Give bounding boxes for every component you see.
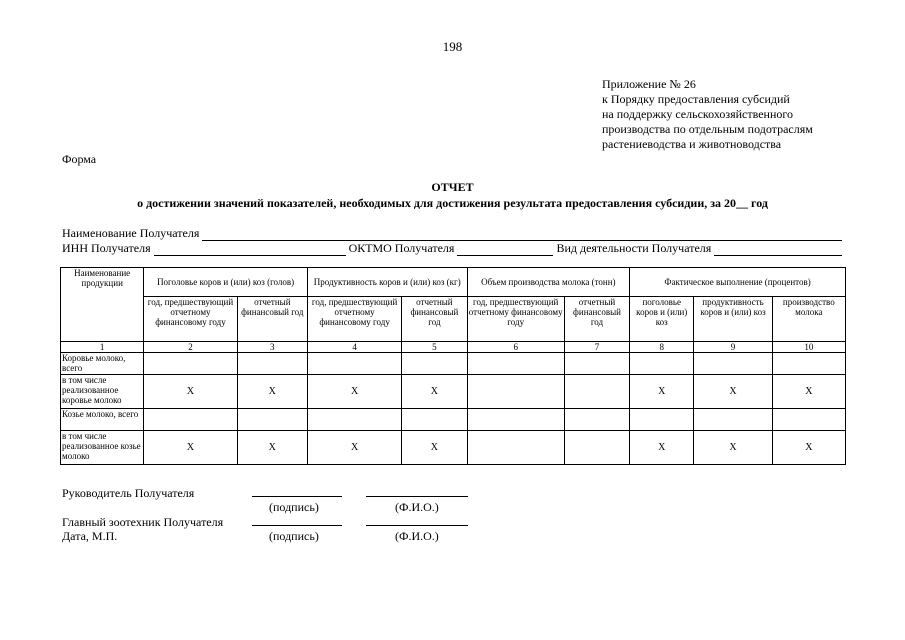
table-cell: X <box>772 375 845 409</box>
sub-milk-header: производство молока <box>772 297 845 342</box>
table-cell: X <box>237 431 307 465</box>
appendix-line: Приложение № 26 <box>602 77 696 91</box>
zootech-sign-line[interactable] <box>252 525 342 526</box>
signature-block <box>62 486 522 556</box>
sub-report-year-header: отчетный финансовый год <box>402 297 467 342</box>
form-label: Форма <box>62 152 97 166</box>
report-subtitle: о достижении значений показателей, необходимых для достижения результата предоставления субсидии, за 20__ год <box>137 196 768 210</box>
column-number: 3 <box>237 342 307 353</box>
head-fio-line[interactable] <box>366 496 468 497</box>
column-number: 9 <box>694 342 772 353</box>
sub-report-year-header: отчетный финансовый год <box>564 297 629 342</box>
table-cell: X <box>772 431 845 465</box>
table-cell[interactable] <box>630 353 694 375</box>
table-row <box>61 353 846 375</box>
row-label: в том числе реализованное коровье молоко <box>61 375 144 409</box>
column-number-row <box>61 342 846 353</box>
column-number: 6 <box>467 342 564 353</box>
recipient-name-row <box>62 226 842 241</box>
table-cell: X <box>694 375 772 409</box>
page-number: 198 <box>442 39 463 54</box>
column-number: 10 <box>772 342 845 353</box>
table-cell: X <box>402 431 467 465</box>
appendix-line: производства по отдельным подотраслям <box>602 122 813 136</box>
oktmo-field[interactable] <box>457 244 553 256</box>
table-cell[interactable] <box>467 431 564 465</box>
table-cell[interactable] <box>467 353 564 375</box>
column-number: 8 <box>630 342 694 353</box>
sign-hint: (подпись) <box>269 529 319 543</box>
fio-hint: (Ф.И.О.) <box>395 529 439 543</box>
sub-prev-year-header: год, предшествующий отчетному финансовому году <box>467 297 564 342</box>
table-cell[interactable] <box>144 409 237 431</box>
table-subheader-row <box>61 297 846 342</box>
recipient-name-field[interactable] <box>202 229 842 241</box>
zootech-fio-line[interactable] <box>366 525 468 526</box>
table-cell[interactable] <box>144 353 237 375</box>
table-cell[interactable] <box>564 409 629 431</box>
table-cell[interactable] <box>307 409 401 431</box>
table-cell: X <box>694 431 772 465</box>
sub-report-year-header: отчетный финансовый год <box>237 297 307 342</box>
table-cell[interactable] <box>237 353 307 375</box>
activity-label: Вид деятельности Получателя <box>556 241 712 255</box>
table-cell: X <box>144 431 237 465</box>
oktmo-label: ОКТМО Получателя <box>348 241 455 255</box>
table-cell[interactable] <box>694 409 772 431</box>
appendix-line: на поддержку сельскохозяйственного <box>602 107 794 121</box>
table-cell[interactable] <box>694 353 772 375</box>
table-cell: X <box>630 375 694 409</box>
table-cell[interactable] <box>564 353 629 375</box>
table-cell[interactable] <box>307 353 401 375</box>
table-cell[interactable] <box>467 409 564 431</box>
column-number: 4 <box>307 342 401 353</box>
group-productivity-header: Продуктивность коров и (или) коз (кг) <box>307 268 467 297</box>
table-cell[interactable] <box>772 409 845 431</box>
column-number: 7 <box>564 342 629 353</box>
inn-oktmo-row <box>62 241 842 256</box>
sub-livestock-header: поголовье коров и (или) коз <box>630 297 694 342</box>
table-cell[interactable] <box>564 431 629 465</box>
inn-field[interactable] <box>154 244 346 256</box>
recipient-name-label: Наименование Получателя <box>62 226 200 240</box>
table-cell[interactable] <box>467 375 564 409</box>
activity-field[interactable] <box>714 244 842 256</box>
appendix-line: растениеводства и животноводства <box>602 137 782 151</box>
column-number: 1 <box>61 342 144 353</box>
table-row <box>61 409 846 431</box>
table-cell[interactable] <box>772 353 845 375</box>
sub-productivity-header: продуктивность коров и (или) коз <box>694 297 772 342</box>
date-label: Дата, М.П. <box>62 529 118 543</box>
group-livestock-header: Поголовье коров и (или) коз (голов) <box>144 268 308 297</box>
inn-label: ИНН Получателя <box>62 241 151 255</box>
table-cell[interactable] <box>402 353 467 375</box>
group-volume-header: Объем производства молока (тонн) <box>467 268 630 297</box>
table-row <box>61 375 846 409</box>
table-cell[interactable] <box>630 409 694 431</box>
table-row <box>61 431 846 465</box>
head-sign-line[interactable] <box>252 496 342 497</box>
fio-hint: (Ф.И.О.) <box>395 500 439 514</box>
column-number: 5 <box>402 342 467 353</box>
table-cell: X <box>307 431 401 465</box>
table-cell: X <box>144 375 237 409</box>
head-label: Руководитель Получателя <box>62 486 195 500</box>
table-cell: X <box>402 375 467 409</box>
recipient-fields <box>62 226 842 256</box>
table-cell[interactable] <box>237 409 307 431</box>
col-product-header: Наименование продукции <box>61 268 144 342</box>
appendix-block <box>602 77 813 152</box>
table-cell: X <box>307 375 401 409</box>
column-number: 2 <box>144 342 237 353</box>
sign-hint: (подпись) <box>269 500 319 514</box>
sub-prev-year-header: год, предшествующий отчетному финансовому году <box>144 297 237 342</box>
group-actual-header: Фактическое выполнение (процентов) <box>630 268 846 297</box>
zootech-label: Главный зоотехник Получателя <box>62 515 224 529</box>
report-title: ОТЧЕТ <box>431 180 474 194</box>
report-table <box>60 267 846 465</box>
row-label: Козье молоко, всего <box>61 409 144 431</box>
table-header-row <box>61 268 846 297</box>
table-cell: X <box>630 431 694 465</box>
table-cell[interactable] <box>402 409 467 431</box>
table-cell: X <box>237 375 307 409</box>
appendix-line: к Порядку предоставления субсидий <box>602 92 790 106</box>
row-label: Коровье молоко, всего <box>61 353 144 375</box>
table-cell[interactable] <box>564 375 629 409</box>
row-label: в том числе реализованное козье молоко <box>61 431 144 465</box>
sub-prev-year-header: год, предшествующий отчетному финансовому году <box>307 297 401 342</box>
